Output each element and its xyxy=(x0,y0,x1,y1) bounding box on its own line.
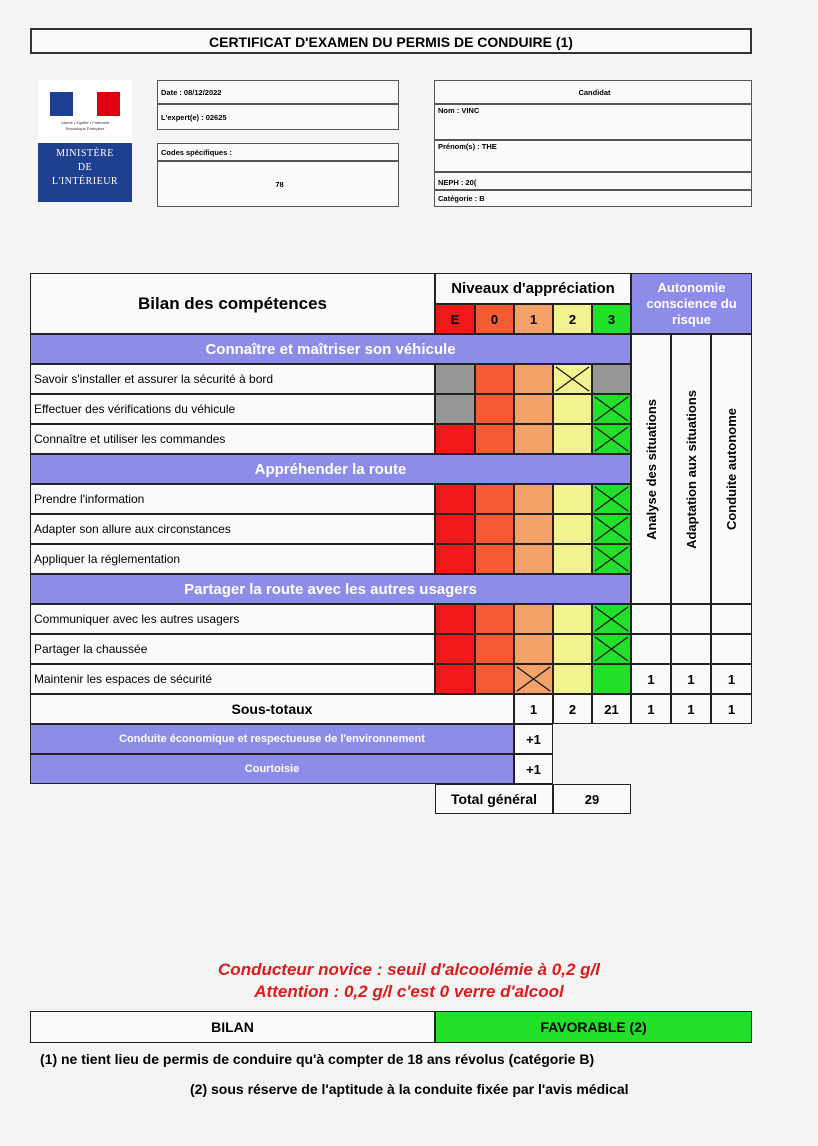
competence-row-label: Maintenir les espaces de sécurité xyxy=(30,664,435,694)
level-cell xyxy=(514,424,553,454)
candidate-nom: Nom : VINC xyxy=(434,104,752,140)
level-cell-checked xyxy=(514,664,553,694)
alcohol-warning: Attention : 0,2 g/l c'est 0 verre d'alcool xyxy=(254,982,564,1001)
level-cell xyxy=(435,634,475,664)
level-cell xyxy=(553,424,592,454)
section-title: Partager la route avec les autres usagers xyxy=(30,574,631,604)
marianne-flag-icon xyxy=(50,92,120,116)
auto-cell-value: 1 xyxy=(711,664,752,694)
competence-row-label: Effectuer des vérifications du véhicule xyxy=(30,394,435,424)
level-cell xyxy=(435,424,475,454)
logo-republique: République Française xyxy=(65,126,105,131)
level-cell xyxy=(553,394,592,424)
candidate-prenom: Prénom(s) : THE xyxy=(434,140,752,172)
level-cell xyxy=(514,634,553,664)
level-cell xyxy=(475,604,514,634)
auto-col-conduite: Conduite autonome xyxy=(711,334,752,604)
level-cell-checked xyxy=(592,394,631,424)
level-cell-checked xyxy=(592,544,631,574)
level-cell xyxy=(553,514,592,544)
candidate-neph: NEPH : 20( xyxy=(434,172,752,190)
logo-motto: Liberté • Égalité • Fraternité xyxy=(60,120,110,125)
competence-row-label: Appliquer la réglementation xyxy=(30,544,435,574)
level-cell-checked xyxy=(553,364,592,394)
competence-row-label: Communiquer avec les autres usagers xyxy=(30,604,435,634)
cross-mark-icon xyxy=(554,365,591,393)
sous-total-adaptation: 1 xyxy=(671,694,711,724)
sous-total-analyse: 1 xyxy=(631,694,671,724)
level-header-3: 3 xyxy=(592,304,631,334)
bilan-result: FAVORABLE (2) xyxy=(435,1011,752,1043)
total-label: Total général xyxy=(435,784,553,814)
competence-row-label: Connaître et utiliser les commandes xyxy=(30,424,435,454)
level-cell xyxy=(475,544,514,574)
level-cell xyxy=(514,484,553,514)
level-cell xyxy=(475,424,514,454)
level-cell-checked xyxy=(592,634,631,664)
sous-total-2: 2 xyxy=(553,694,592,724)
sous-total-conduite: 1 xyxy=(711,694,752,724)
level-cell xyxy=(475,664,514,694)
level-cell xyxy=(514,394,553,424)
cross-mark-icon xyxy=(593,635,630,663)
cross-mark-icon xyxy=(593,395,630,423)
auto-cell xyxy=(671,634,711,664)
auto-cell xyxy=(631,634,671,664)
autonomie-title: Autonomie conscience du risque xyxy=(631,273,752,334)
eco-conduite-value: +1 xyxy=(514,724,553,754)
cross-mark-icon xyxy=(593,545,630,573)
eco-conduite-label: Conduite économique et respectueuse de l'environnement xyxy=(30,724,514,754)
level-cell xyxy=(514,364,553,394)
expert-field: L'expert(e) : 02625 xyxy=(157,104,399,130)
codes-value: 78 xyxy=(157,161,399,207)
level-header-e: E xyxy=(435,304,475,334)
niveaux-title: Niveaux d'appréciation xyxy=(435,273,631,304)
codes-label: Codes spécifiques : xyxy=(157,143,399,161)
auto-cell-value: 1 xyxy=(631,664,671,694)
auto-cell xyxy=(711,604,752,634)
bilan-label: BILAN xyxy=(30,1011,435,1043)
footnote-2: (2) sous réserve de l'aptitude à la conduite fixée par l'avis médical xyxy=(190,1081,629,1097)
auto-col-adaptation: Adaptation aux situations xyxy=(671,334,711,604)
competence-row-label: Prendre l'information xyxy=(30,484,435,514)
sous-totaux-label: Sous-totaux xyxy=(30,694,514,724)
sous-total-1: 1 xyxy=(514,694,553,724)
section-title: Connaître et maîtriser son véhicule xyxy=(30,334,631,364)
competence-row-label: Savoir s'installer et assurer la sécurité à bord xyxy=(30,364,435,394)
level-cell xyxy=(475,484,514,514)
footnote-1: (1) ne tient lieu de permis de conduire qu'à compter de 18 ans révolus (catégorie B) xyxy=(40,1051,595,1067)
level-cell xyxy=(553,664,592,694)
level-cell xyxy=(553,544,592,574)
level-cell xyxy=(514,544,553,574)
level-cell xyxy=(435,394,475,424)
sous-total-3: 21 xyxy=(592,694,631,724)
bilan-competences-title: Bilan des compétences xyxy=(30,273,435,334)
level-cell xyxy=(435,604,475,634)
level-cell xyxy=(435,544,475,574)
level-cell xyxy=(435,664,475,694)
competence-row-label: Adapter son allure aux circonstances xyxy=(30,514,435,544)
level-cell xyxy=(475,364,514,394)
ministry-name: MINISTÈRE DE L'INTÉRIEUR xyxy=(38,143,132,202)
level-cell xyxy=(435,364,475,394)
level-cell xyxy=(435,484,475,514)
section-title: Appréhender la route xyxy=(30,454,631,484)
level-cell xyxy=(592,664,631,694)
level-cell xyxy=(475,514,514,544)
cross-mark-icon xyxy=(593,605,630,633)
cross-mark-icon xyxy=(593,515,630,543)
level-cell xyxy=(553,604,592,634)
level-cell xyxy=(553,634,592,664)
level-cell xyxy=(475,394,514,424)
level-cell-checked xyxy=(592,484,631,514)
courtoisie-value: +1 xyxy=(514,754,553,784)
level-cell xyxy=(514,514,553,544)
total-value: 29 xyxy=(553,784,631,814)
level-header-1: 1 xyxy=(514,304,553,334)
level-cell xyxy=(435,514,475,544)
auto-cell xyxy=(631,604,671,634)
cross-mark-icon xyxy=(593,425,630,453)
auto-cell xyxy=(711,634,752,664)
level-header-2: 2 xyxy=(553,304,592,334)
level-cell-checked xyxy=(592,424,631,454)
level-cell xyxy=(592,364,631,394)
cross-mark-icon xyxy=(515,665,552,693)
auto-col-analyse: Analyse des situations xyxy=(631,334,671,604)
certificate-title: CERTIFICAT D'EXAMEN DU PERMIS DE CONDUIRE (1) xyxy=(30,28,752,54)
candidate-header: Candidat xyxy=(434,80,752,104)
level-cell-checked xyxy=(592,604,631,634)
candidate-categorie: Catégorie : B xyxy=(434,190,752,207)
auto-cell-value: 1 xyxy=(671,664,711,694)
auto-cell xyxy=(671,604,711,634)
cross-mark-icon xyxy=(593,485,630,513)
level-header-0: 0 xyxy=(475,304,514,334)
level-cell xyxy=(553,484,592,514)
competence-row-label: Partager la chaussée xyxy=(30,634,435,664)
level-cell xyxy=(475,634,514,664)
level-cell xyxy=(514,604,553,634)
ministry-logo xyxy=(38,80,132,202)
level-cell-checked xyxy=(592,514,631,544)
courtoisie-label: Courtoisie xyxy=(30,754,514,784)
date-field: Date : 08/12/2022 xyxy=(157,80,399,104)
alcohol-note: Conducteur novice : seuil d'alcoolémie à 0,2 g/l xyxy=(218,960,600,979)
